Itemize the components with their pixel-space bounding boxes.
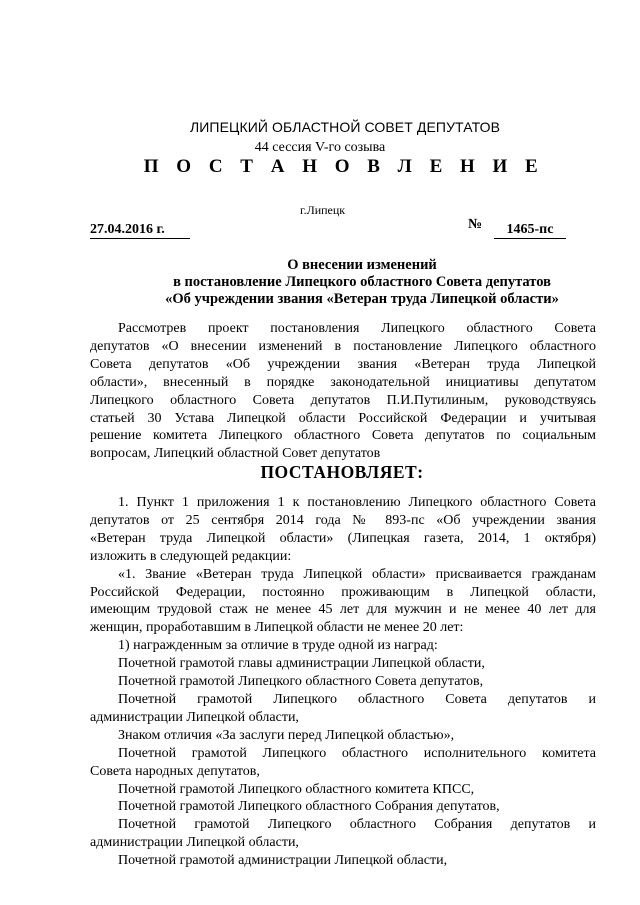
document-title bbox=[90, 257, 634, 308]
council-name: ЛИПЕЦКИЙ ОБЛАСТНОЙ СОВЕТ ДЕПУТАТОВ bbox=[189, 119, 501, 135]
body-line: Почетной грамотой Липецкого областного Совета депутатов, bbox=[118, 674, 484, 690]
body-line: администрации Липецкой области, bbox=[90, 709, 299, 725]
body-line: Почетной грамотой Липецкого областного Собрания депутатов, bbox=[118, 799, 500, 815]
title-line: О внесении изменений bbox=[287, 257, 437, 273]
document-type: П О С Т А Н О В Л Е Н И Е bbox=[143, 156, 545, 177]
decree-body bbox=[90, 494, 596, 870]
body-line: депутатов от 25 сентября 2014 года № 893-пс «Об учреждении звания bbox=[90, 512, 596, 528]
body-line: Почетной грамотой администрации Липецкой области, bbox=[118, 853, 448, 869]
resolves-heading: ПОСТАНОВЛЯЕТ: bbox=[260, 462, 424, 482]
preamble-line: Рассмотрев проект постановления Липецкого областного Совета bbox=[118, 321, 596, 336]
body-line: женщин, проработавшим в Липецкой области не менее 20 лет: bbox=[90, 620, 464, 636]
preamble-line: депутатов «О внесении изменений в постановление Липецкого областного bbox=[90, 338, 596, 354]
title-line: в постановление Липецкого областного Совета депутатов bbox=[173, 274, 551, 290]
title-line: «Об учреждении звания «Ветеран труда Липецкой области» bbox=[165, 291, 559, 307]
preamble-line: области», внесенный в порядке законодательной инициативы депутатом bbox=[90, 374, 596, 390]
preamble-line: решение комитета Липецкого областного Совета депутатов по социальным bbox=[90, 428, 596, 444]
city: г.Липецк bbox=[300, 203, 346, 217]
preamble-line: вопросам, Липецкий областной Совет депутатов bbox=[90, 446, 381, 462]
body-line: Совета народных депутатов, bbox=[90, 763, 260, 779]
body-line: администрации Липецкой области, bbox=[90, 835, 299, 851]
preamble-line: Липецкого областного Совета депутатов П.И.Путилиным, руководствуясь bbox=[90, 392, 596, 408]
body-line: Почетной грамотой главы администрации Липецкой области, bbox=[118, 656, 485, 672]
preamble-line: статьей 30 Устава Липецкой области Российской Федерации и учитывая bbox=[90, 410, 596, 426]
preamble-line: Совета депутатов «Об учреждении звания «Ветеран труда Липецкой bbox=[90, 356, 596, 372]
preamble bbox=[90, 320, 596, 463]
number-sign: № bbox=[468, 217, 483, 232]
body-line: 1. Пункт 1 приложения 1 к постановлению Липецкого областного Совета bbox=[118, 495, 596, 510]
body-line: имеющим трудовой стаж не менее 45 лет для мужчин и не менее 40 лет для bbox=[90, 602, 596, 618]
body-line: изложить в следующей редакции: bbox=[90, 548, 292, 564]
document-number: 1465-пс bbox=[494, 222, 566, 239]
body-line: Знаком отличия «За заслуги перед Липецкой областью», bbox=[118, 727, 455, 743]
body-line: 1) награжденным за отличие в труде одной из наград: bbox=[118, 638, 438, 654]
body-line: Почетной грамотой Липецкого областного комитета КПСС, bbox=[118, 781, 475, 797]
body-line: Почетной грамотой Липецкого областного исполнительного комитета bbox=[118, 745, 596, 761]
session-line: 44 сессия V-го созыва bbox=[254, 140, 386, 155]
document-date: 27.04.2016 г. bbox=[90, 222, 190, 239]
body-line: Почетной грамотой Липецкого областного Совета депутатов и bbox=[118, 691, 596, 707]
body-line: «1. Звание «Ветеран труда Липецкой области» присваивается гражданам bbox=[118, 566, 596, 582]
body-line: «Ветеран труда Липецкой области» (Липецкая газета, 2014, 1 октября) bbox=[90, 530, 596, 546]
body-line: Российской Федерации, постоянно проживающим в Липецкой области, bbox=[90, 584, 596, 600]
body-line: Почетной грамотой Липецкого областного Собрания депутатов и bbox=[118, 817, 596, 833]
